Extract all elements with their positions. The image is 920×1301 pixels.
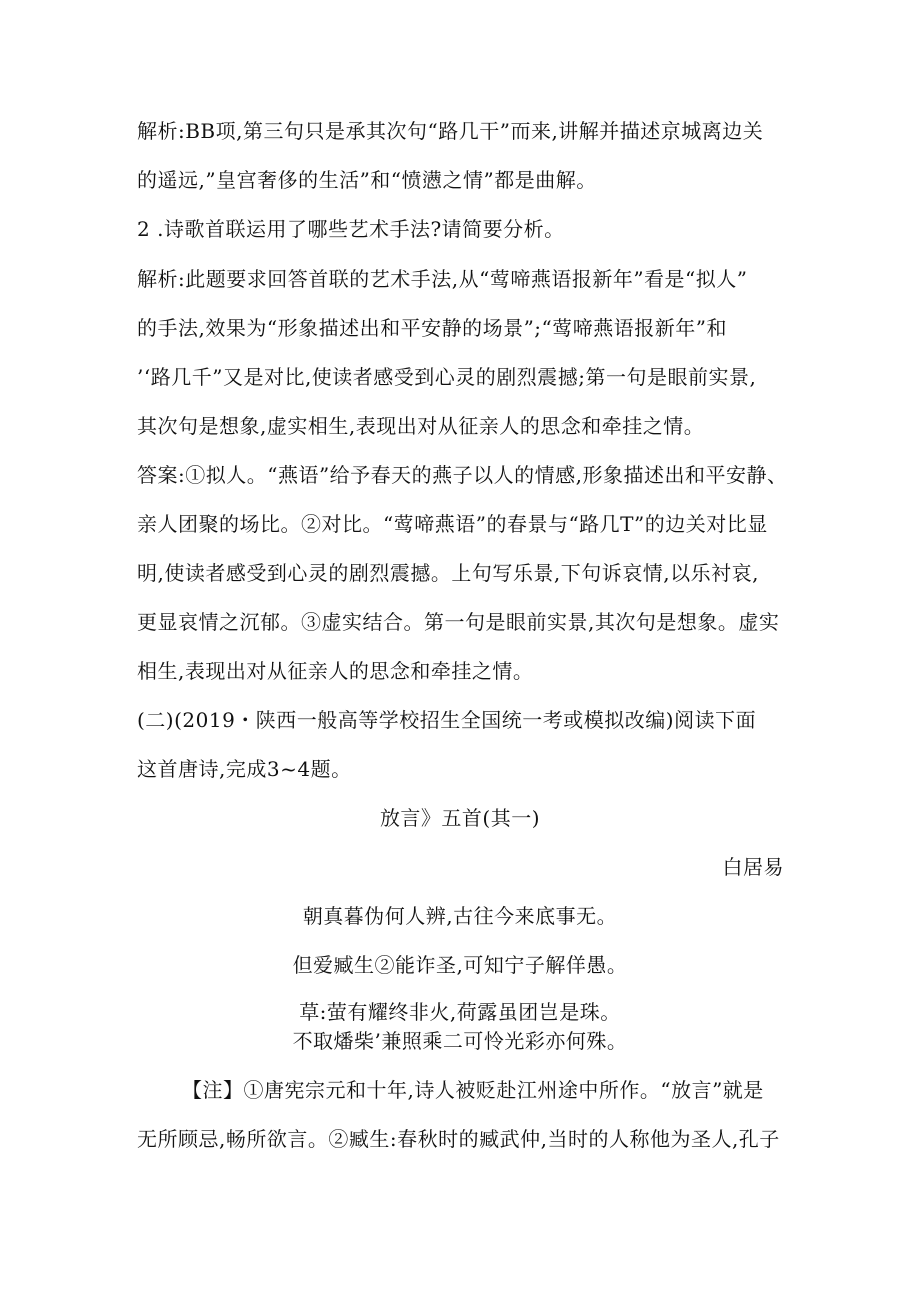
poem-verse-1: 朝真暮伪何人辨,古往今来底事无。 <box>302 904 618 928</box>
poem-author: 白居易 <box>722 855 784 879</box>
analysis-line-1: 解析:BB项,第三句只是承其次句“路几干”而来,讲解并描述京城离边关 <box>137 119 764 143</box>
section-heading-line-1: (二)(2019・陕西一般高等学校招生全国统一考或模拟改编)阅读下面 <box>137 708 757 732</box>
note-line-1: 【注】①唐宪宗元和十年,诗人被贬赴江州途中所作。“放言”就是 <box>182 1078 764 1102</box>
answer-line-5: 相生,表现出对从征亲人的思念和牵挂之情。 <box>137 659 534 683</box>
analysis-line-3: 解析:此题要求回答首联的艺术手法,从“莺啼燕语报新年”看是“拟人” <box>137 267 748 291</box>
question-2: 2 .诗歌首联运用了哪些艺术手法?请简要分析。 <box>137 217 565 241</box>
poem-verse-4: 不取燔柴’兼照乘二可怜光彩亦何殊。 <box>292 1029 628 1053</box>
poem-title: 放言》五首(其一) <box>379 806 541 830</box>
answer-line-3: 明,使读者感受到心灵的剧烈震撼。上句写乐景,下句诉哀情,以乐衬哀, <box>137 561 759 585</box>
note-line-2: 无所顾忌,畅所欲言。②臧生:春秋时的臧武仲,当时的人称他为圣人,孔子 <box>137 1127 780 1151</box>
analysis-line-6: 其次句是想象,虚实相生,表现出对从征亲人的思念和牵挂之情。 <box>137 414 705 438</box>
answer-line-1: 答案:①拟人。“燕语”给予春天的燕子以人的情感,形象描述出和平安静、 <box>137 463 788 487</box>
answer-line-4: 更显哀情之沉郁。③虚实结合。第一句是眼前实景,其次句是想象。虚实 <box>137 610 780 634</box>
section-heading-line-2: 这首唐诗,完成3~4题。 <box>137 757 352 781</box>
answer-line-2: 亲人团聚的场比。②对比。“莺啼燕语”的春景与“路几T”的边关对比显 <box>137 512 768 536</box>
analysis-line-5: ’‘路几千”又是对比,使读者感受到心灵的剧烈震撼;第一句是眼前实景, <box>137 365 757 389</box>
poem-verse-3: 草:萤有耀终非火,荷露虽团岂是珠。 <box>299 1000 621 1024</box>
analysis-line-2: 的遥远,”皇宫奢侈的生活”和“愤懑之情”都是曲解。 <box>137 168 597 192</box>
poem-verse-2: 但爱臧生②能诈圣,可知宁子解佯愚。 <box>292 953 628 977</box>
analysis-line-4: 的手法,效果为“形象描述出和平安静的场景”;“莺啼燕语报新年”和 <box>137 316 727 340</box>
